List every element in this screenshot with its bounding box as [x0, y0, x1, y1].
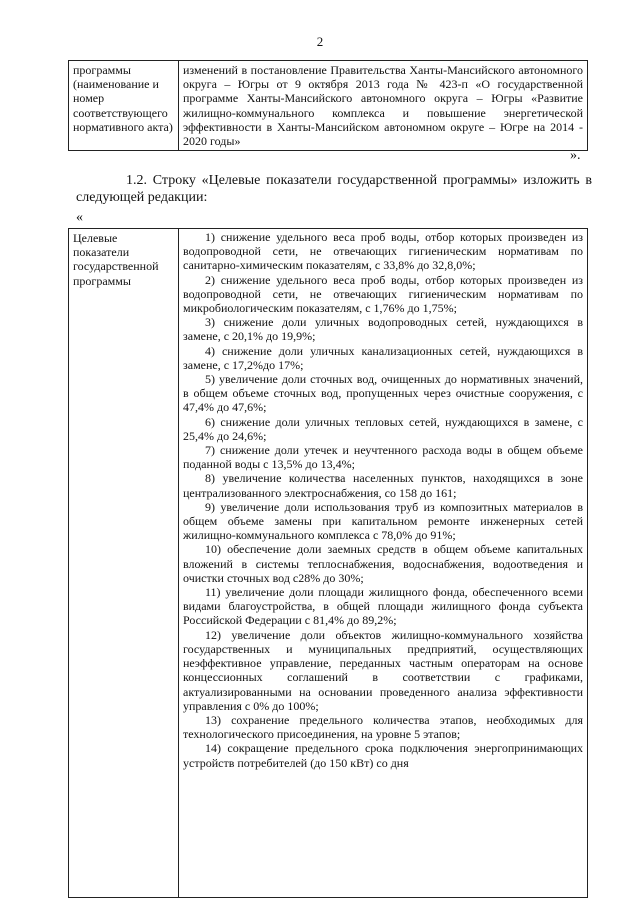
indicator-item: 3) снижение доли уличных водопроводных сетей, нуждающихся в замене, с 20,1% до 19,9%;: [183, 315, 583, 344]
table-top-right-cell: изменений в постановление Правительства Ханты-Мансийского автономного округа – Югры от 9 октября 2013 года № 423-п «О государственной программе Ханты-Мансийского автономного округа – Югры «Развитие жилищно-коммунального комплекса и повышение энергетической эффективности в Ханты-Мансийском автономном округе – Югре на 2014 - 2020 годы»: [179, 61, 588, 151]
opening-quote: «: [76, 210, 83, 225]
indicator-item: 10) обеспечение доли заемных средств в общем объеме капитальных вложений в системы теплоснабжения, водоснабжения, водоотведения и очистки сточных вод с28% до 30%;: [183, 542, 583, 585]
paragraph-1-2: 1.2. Строку «Целевые показатели государственной программы» изложить в следующей редакции:: [76, 173, 592, 205]
page-number: 2: [316, 34, 324, 49]
table-target-indicators: [68, 228, 588, 898]
indicators-list-cell: [179, 229, 588, 898]
indicator-item: 8) увеличение количества населенных пунктов, находящихся в зоне централизованного электроснабжения, со 158 до 161;: [183, 471, 583, 500]
indicator-item: 1) снижение удельного веса проб воды, отбор которых произведен из водопроводной сети, не отвечающих гигиеническим нормативам по санитарно-химическим показателям, с 33,8% до 32,8,0%;: [183, 230, 583, 273]
indicator-item: 4) снижение доли уличных канализационных сетей, нуждающихся в замене, с 17,2%до 17%;: [183, 343, 583, 372]
indicator-item: 13) сохранение предельного количества этапов, необходимых для технологического присоединения, на уровне 5 этапов;: [183, 712, 583, 742]
indicator-item: 14) сокращение предельного срока подключения энергопринимающих устройств потребителей (до 150 кВт) со дня: [183, 741, 583, 770]
indicators-label-cell: Целевые показатели государственной программы: [69, 229, 179, 898]
indicator-item: 12) увеличение доли объектов жилищно-коммунального хозяйства государственных и муниципальных предприятий, осуществляющих неэффективное управление, переданных частным операторам на основе концессионных соглашений в соответствии с графиками, актуализированными на основании проведенного анализа эффективности управления с 0% до 100%;: [183, 627, 583, 713]
indicator-item: 6) снижение доли уличных тепловых сетей, нуждающихся в замене, с 25,4% до 24,6%;: [183, 414, 583, 443]
indicator-item: 9) увеличение доли использования труб из композитных материалов в общем объеме замены при капитальном ремонте инженерных сетей жилищно-коммунального комплекса с 78,0% до 91%;: [183, 499, 583, 543]
indicator-item: 5) увеличение доли сточных вод, очищенных до нормативных значений, в общем объеме сточных вод, пропущенных через очистные сооружения, с 47,4% до 47,6%;: [183, 372, 583, 415]
closing-quote: ».: [570, 148, 581, 163]
table-continuation: [68, 60, 588, 151]
indicator-item: 11) увеличение доли площади жилищного фонда, обеспеченного всеми видами благоустройства, в общей площади жилищного фонда субъекта Российской Федерации с 81,4% до 89,2%;: [183, 585, 583, 628]
table-top-left-cell: программы (наименование и номер соответствующего нормативного акта): [69, 61, 179, 151]
indicator-item: 7) снижение доли утечек и неучтенного расхода воды в общем объеме поданной воды с 13,5% до 13,4%;: [183, 443, 583, 472]
indicator-item: 2) снижение удельного веса проб воды, отбор которых произведен из водопроводной сети, не отвечающих гигиеническим нормативам по микробиологическим показателям, с 1,76% до 1,75%;: [183, 272, 583, 316]
